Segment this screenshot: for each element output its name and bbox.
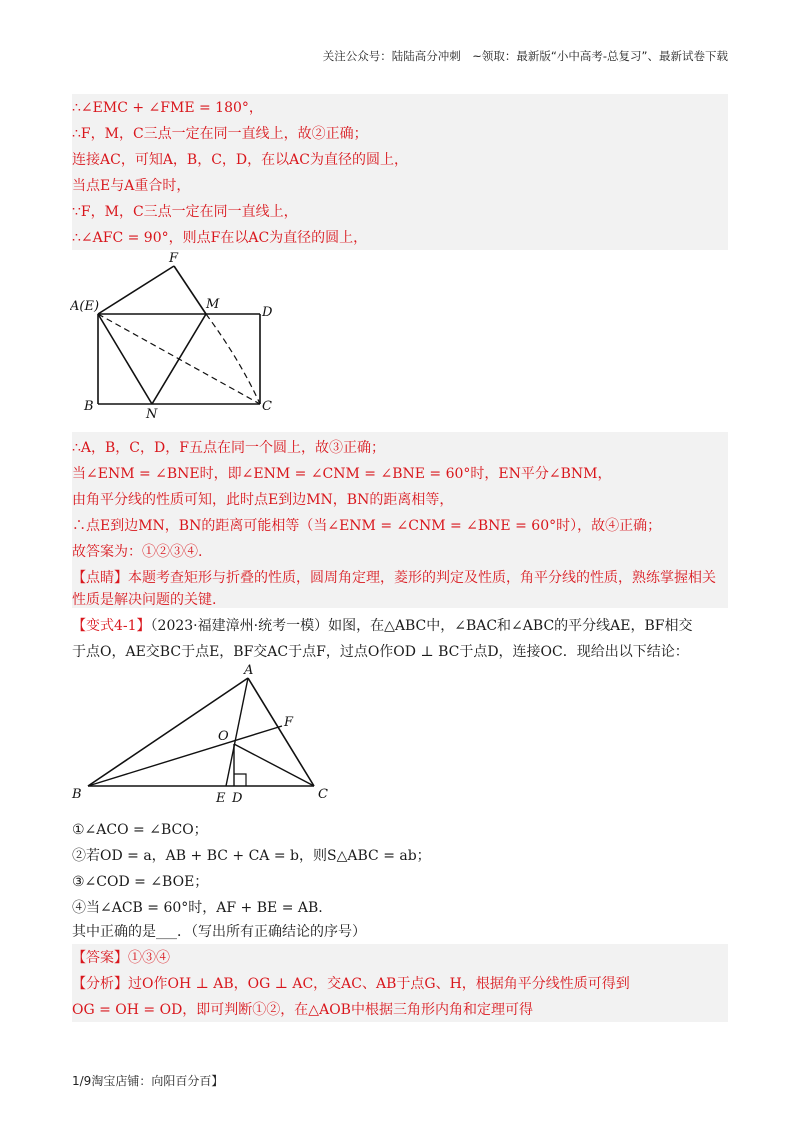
label-O: O — [218, 729, 229, 744]
problem-line-1 — [72, 614, 732, 638]
question-line: 其中正确的是___．（写出所有正确结论的序号） — [72, 924, 366, 940]
solution-line-10: ∴点E到边MN，BN的距离可能相等（当∠ENM = ∠CNM = ∠BNE = 60°时），故④正确； — [72, 518, 662, 534]
solution-line-3: 连接AC，可知A，B，C，D，在以AC为直径的圆上， — [72, 152, 408, 168]
page-header: 关注公众号：陆陆高分冲刺 ~领取：最新版“小中高考-总复习”、最新试卷下载 — [322, 49, 728, 63]
label-C: C — [262, 399, 272, 414]
label-A: A(E) — [70, 299, 100, 314]
problem-line-2: 于点O，AE交BC于点E，BF交AC于点F，过点O作OD ⊥ BC于点D，连接OC．现给出以下结论： — [72, 644, 689, 660]
right-angle-mark — [234, 774, 246, 786]
label-M: M — [206, 297, 220, 312]
statement-4: ④当∠ACB = 60°时，AF + BE = AB. — [72, 900, 323, 916]
statement-3: ③∠COD = ∠BOE； — [72, 874, 209, 890]
label-C: C — [318, 787, 328, 802]
statement-2: ②若OD = a，AB + BC + CA = b，则S△ABC = ab； — [72, 848, 431, 864]
solution-line-5: ∵F，M，C三点一定在同一直线上， — [72, 204, 298, 220]
label-F: F — [169, 251, 179, 266]
problem-source: （2023·福建漳州·统考一模）如图，在△ABC中，∠BAC和∠ABC的平分线AE，BF相交 — [150, 618, 693, 634]
segment-AN — [98, 314, 152, 404]
variant-tag: 【变式4-1】 — [72, 618, 151, 634]
comment-line-1: 【点睛】本题考查矩形与折叠的性质，圆周角定理，菱形的判定及性质，角平分线的性质，熟练掌握相关 — [72, 570, 716, 586]
solution-line-4: 当点E与A重合时， — [72, 178, 191, 194]
bisector-AE — [226, 678, 248, 786]
label-B: B — [84, 399, 94, 414]
bisector-BF — [88, 726, 282, 786]
comment-line-2: 性质是解决问题的关键. — [72, 592, 217, 608]
solution-line-9: 由角平分线的性质可知，此时点E到边MN，BN的距离相等， — [72, 492, 454, 508]
segment-AF — [98, 266, 174, 314]
label-N: N — [146, 407, 158, 422]
solution-line-8: 当∠ENM = ∠BNE时，即∠ENM = ∠CNM = ∠BNE = 60°时，EN平分∠BNM， — [72, 466, 612, 482]
label-F: F — [284, 715, 294, 730]
analysis-line-1: 【分析】过O作OH ⊥ AB，OG ⊥ AC，交AC、AB于点G、H，根据角平分线性质可得到 — [72, 976, 630, 992]
side-AC — [248, 678, 314, 786]
solution-line-1: ∴∠EMC + ∠FME = 180°， — [72, 100, 263, 116]
triangle-bisector-figure — [70, 664, 350, 814]
solution-line-6: ∴∠AFC = 90°，则点F在以AC为直径的圆上， — [72, 230, 368, 246]
label-D: D — [232, 791, 243, 806]
page-footer: 1/9淘宝店铺：向阳百分百】 — [72, 1074, 224, 1088]
label-D: D — [262, 305, 273, 320]
rectangle-fold-figure — [70, 250, 276, 422]
label-B: B — [72, 787, 82, 802]
answer-label: 【答案】①③④ — [72, 950, 170, 966]
answer-line: 故答案为：①②③④. — [72, 544, 203, 560]
solution-line-7: ∴A，B，C，D，F五点在同一个圆上，故③正确； — [72, 440, 385, 456]
analysis-line-2: OG = OH = OD，即可判断①②，在△AOB中根据三角形内角和定理可得 — [72, 1002, 533, 1018]
statement-1: ①∠ACO = ∠BCO； — [72, 822, 208, 838]
label-A: A — [244, 664, 254, 678]
dashed-MC — [206, 314, 260, 404]
segment-FM — [174, 266, 206, 314]
solution-line-2: ∴F，M，C三点一定在同一直线上，故②正确； — [72, 126, 368, 142]
label-E: E — [216, 791, 226, 806]
